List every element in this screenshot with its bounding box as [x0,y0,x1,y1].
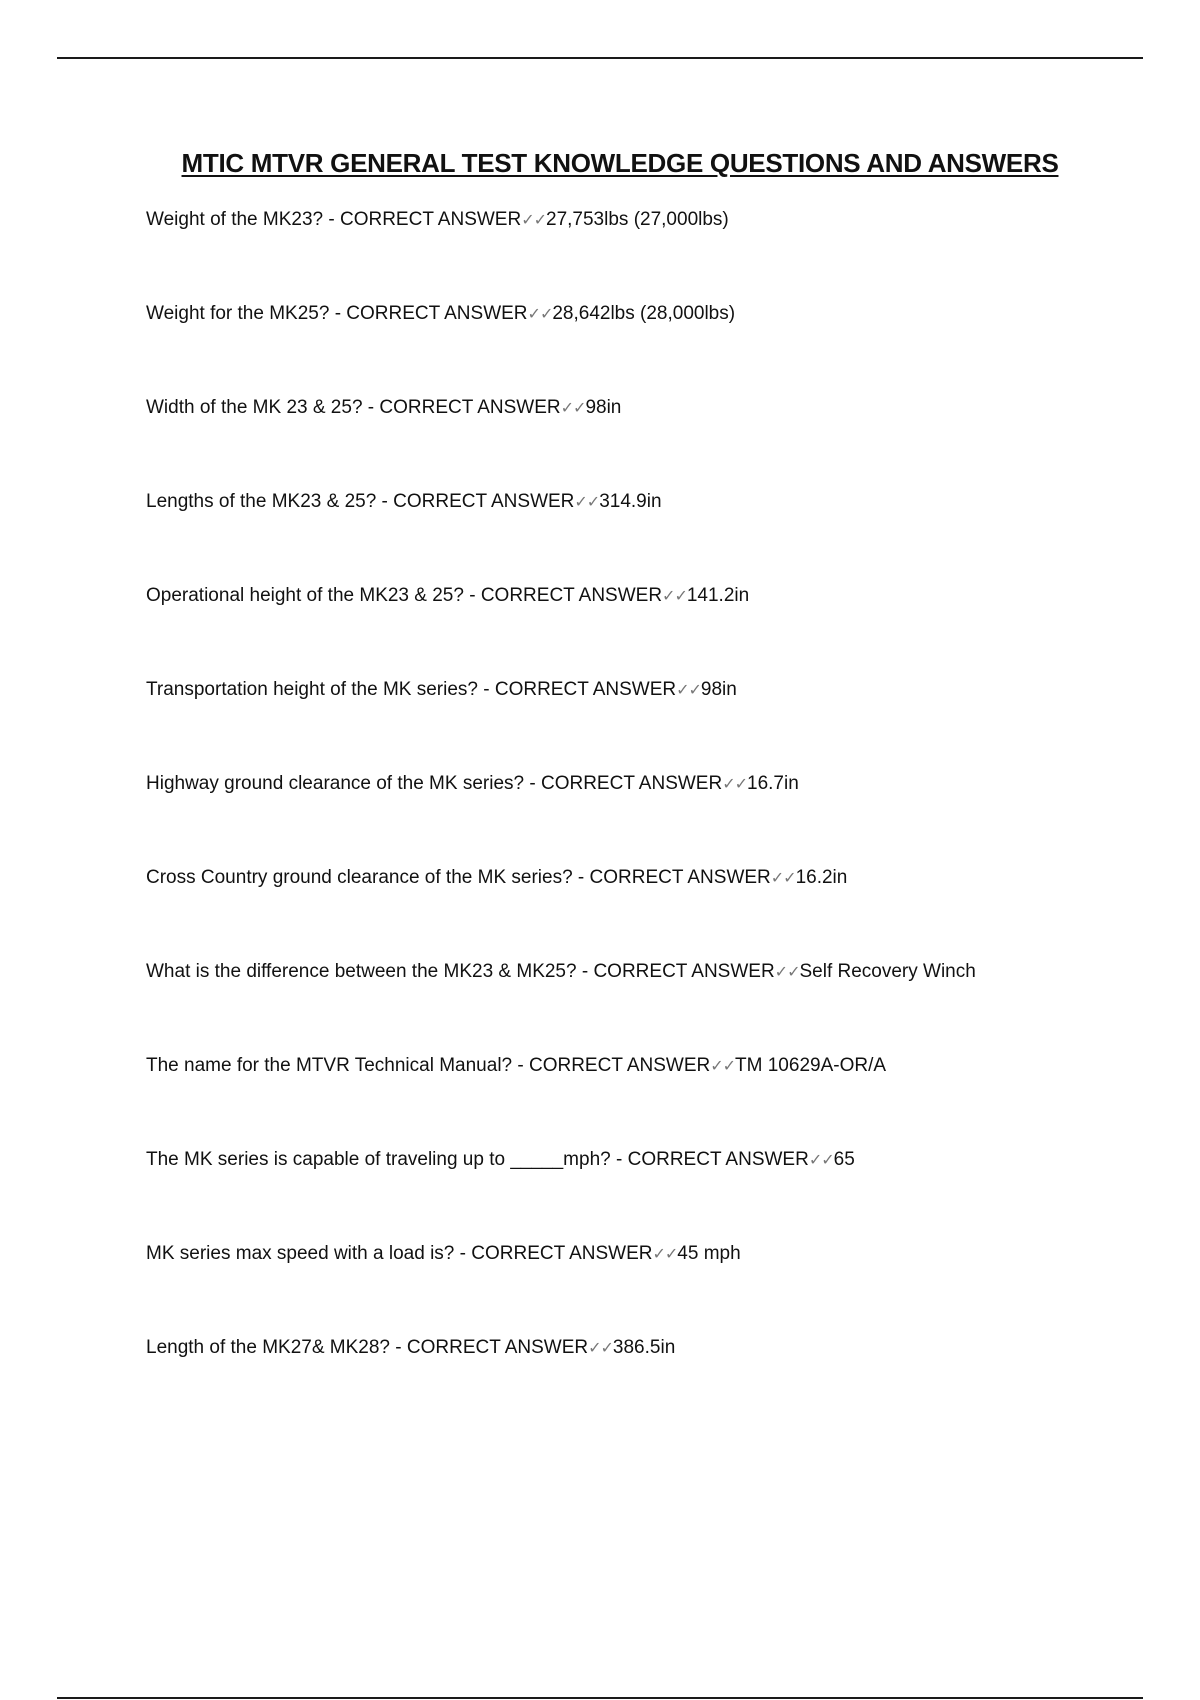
correct-answer-label: - CORRECT ANSWER [610,1149,809,1170]
double-check-icon: ✓✓ [770,868,796,887]
question-text: Operational height of the MK23 & 25? [146,585,464,606]
qa-item [146,1332,976,1426]
qa-list [146,204,976,1426]
answer-text: 98in [585,397,622,418]
qa-item [146,956,976,1050]
correct-answer-label: - CORRECT ANSWER [454,1243,653,1264]
correct-answer-label: - CORRECT ANSWER [512,1055,711,1076]
qa-item [146,768,976,862]
answer-text: 386.5in [612,1337,676,1358]
question-text: Transportation height of the MK series? [146,679,478,700]
qa-item [146,674,976,768]
qa-item [146,392,976,486]
question-text: What is the difference between the MK23 & MK25? [146,961,577,982]
double-check-icon: ✓✓ [662,586,687,605]
answer-text: 314.9in [599,491,662,512]
answer-text: 141.2in [686,585,750,606]
question-text: Weight for the MK25? [146,303,330,324]
answer-text: 27,753lbs (27,000lbs) [546,209,729,230]
double-check-icon: ✓✓ [560,398,586,417]
qa-item [146,1144,976,1238]
double-check-icon: ✓✓ [722,774,748,793]
answer-text: TM 10629A-OR/A [735,1055,887,1076]
answer-text: 28,642lbs (28,000lbs) [552,303,736,324]
double-check-icon: ✓✓ [676,680,701,699]
question-text: Weight of the MK23? [146,209,324,230]
answer-text: 16.7in [747,773,799,794]
correct-answer-label: - CORRECT ANSWER [362,397,561,418]
top-rule [57,57,1143,59]
double-check-icon: ✓✓ [774,962,800,981]
answer-text: 65 [833,1149,855,1170]
correct-answer-label: - CORRECT ANSWER [477,679,677,700]
correct-answer-label: - CORRECT ANSWER [524,773,723,794]
correct-answer-label: - CORRECT ANSWER [323,209,522,230]
qa-item [146,1238,976,1332]
correct-answer-label: - CORRECT ANSWER [463,585,663,606]
question-text: Width of the MK 23 & 25? [146,397,363,418]
question-text: The name for the MTVR Technical Manual? [146,1055,513,1076]
double-check-icon: ✓✓ [574,492,600,511]
qa-item [146,486,976,580]
question-text: Length of the MK27& MK28? [146,1337,390,1358]
bottom-rule [57,1697,1143,1699]
answer-text: 98in [700,679,737,700]
qa-item [146,298,976,392]
double-check-icon: ✓✓ [710,1056,736,1075]
correct-answer-label: - CORRECT ANSWER [576,961,775,982]
double-check-icon: ✓✓ [652,1244,678,1263]
answer-text: Self Recovery Winch [799,961,976,982]
double-check-icon: ✓✓ [588,1338,613,1357]
qa-item [146,1050,976,1144]
double-check-icon: ✓✓ [527,304,553,323]
page-title: MTIC MTVR GENERAL TEST KNOWLEDGE QUESTIONS AND ANSWERS [181,148,1059,178]
double-check-icon: ✓✓ [808,1150,834,1169]
qa-item [146,580,976,674]
answer-text: 45 mph [677,1243,741,1264]
qa-item [146,204,976,298]
correct-answer-label: - CORRECT ANSWER [329,303,528,324]
question-text: MK series max speed with a load is? [146,1243,455,1264]
question-text: Cross Country ground clearance of the MK series? [146,867,573,888]
correct-answer-label: - CORRECT ANSWER [390,1337,589,1358]
answer-text: 16.2in [795,867,848,888]
correct-answer-label: - CORRECT ANSWER [376,491,575,512]
correct-answer-label: - CORRECT ANSWER [572,867,771,888]
question-text: Highway ground clearance of the MK series? [146,773,525,794]
question-text: The MK series is capable of traveling up to _____mph? [146,1149,611,1170]
double-check-icon: ✓✓ [521,210,547,229]
qa-item [146,862,976,956]
question-text: Lengths of the MK23 & 25? [146,491,377,512]
